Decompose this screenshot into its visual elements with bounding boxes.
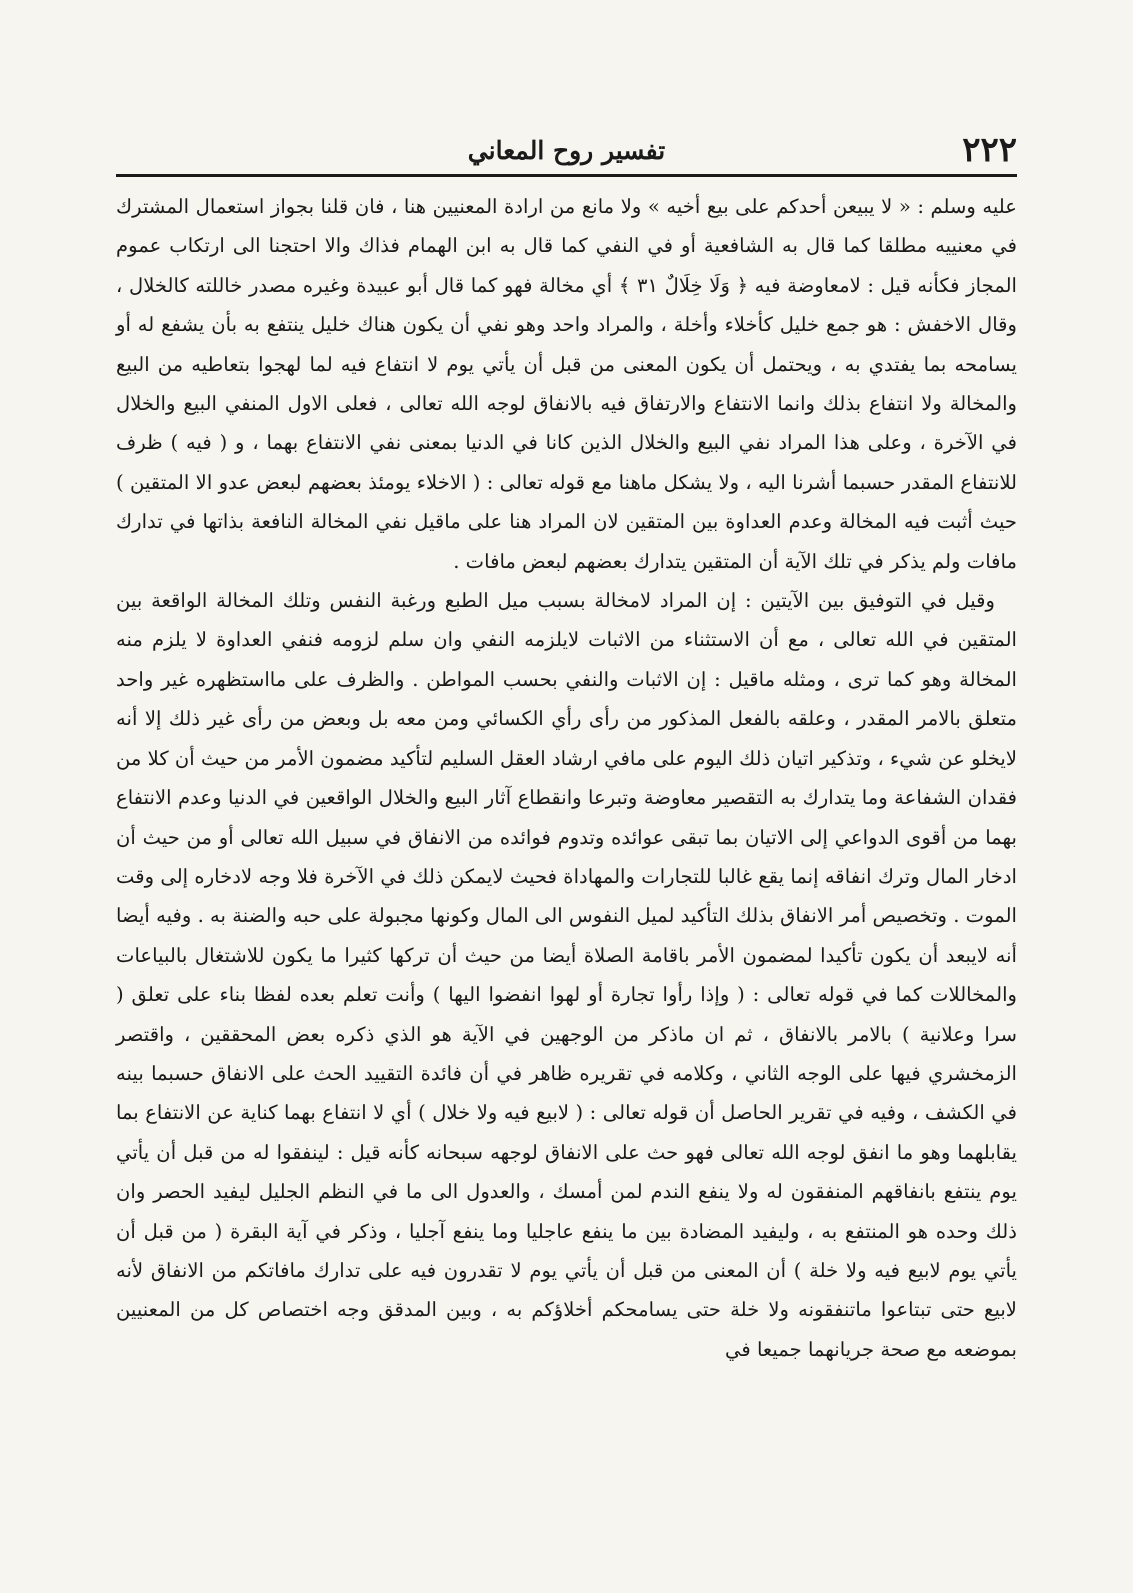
header-rule [116, 174, 1017, 177]
page-number: ٢٢٢ [962, 130, 1017, 170]
paragraph: وقيل في التوفيق بين الآيتين : إن المراد لامخالة بسبب ميل الطبع ورغبة النفس وتلك المخالة الواقعة بين المتقين في الله تعالى ، مع أن الاستثناء من الاثبات لايلزمه النفي وان سلم لزومه فنفي العداوة لا يلزم منه المخالة وهو كما ترى ، ومثله ماقيل : إن الاثبات والنفي بحسب المواطن . والظرف على مااستظهره غير واحد متعلق بالامر المقدر ، وعلقه بالفعل المذكور من رأى رأي الكسائي ومن معه بل وبعض من رأى غير ذلك إلا أنه لايخلو عن شيء ، وتذكير اتيان ذلك اليوم على مافي ارشاد العقل السليم لتأكيد مضمون الأمر من حيث أن كلا من فقدان الشفاعة وما يتدارك به التقصير معاوضة وتبرعا وانقطاع آثار البيع والخلال الواقعين في الدنيا وعدم الانتفاع بهما من أقوى الدواعي إلى الاتيان بما تبقى عوائده وتدوم فوائده من الانفاق في سبيل الله تعالى أو من حيث أن ادخار المال وترك انفاقه إنما يقع غالبا للتجارات والمهاداة فحيث لايمكن ذلك في الآخرة فلا وجه لادخاره إلى وقت الموت . وتخصيص أمر الانفاق بذلك التأكيد لميل النفوس الى المال وكونها مجبولة على حبه والضنة به . وفيه أيضا أنه لايبعد أن يكون تأكيدا لمضمون الأمر باقامة الصلاة أيضا من حيث أن تركها كثيرا ما يكون للاشتغال بالبياعات والمخاللات كما في قوله تعالى : ( وإذا رأوا تجارة أو لهوا انفضوا اليها ) وأنت تعلم بعده لفظا بناء على تعلق ( سرا وعلانية ) بالامر بالانفاق ، ثم ان ماذكر من الوجهين في الآية هو الذي ذكره بعض المحققين ، واقتصر الزمخشري فيها على الوجه الثاني ، وكلامه في تقريره ظاهر في أن فائدة التقييد الحث على الانفاق حسبما بينه في الكشف ، وفيه في تقرير الحاصل أن قوله تعالى : ( لابيع فيه ولا خلال ) أي لا انتفاع بهما كناية عن الانتفاع بما يقابلهما وهو ما انفق لوجه الله تعالى فهو حث على الانفاق لوجهه سبحانه كأنه قيل : لينفقوا له من قبل أن يأتي يوم ينتفع بانفاقهم المنفقون له ولا ينفع الندم لمن أمسك ، والعدول الى ما في النظم الجليل ليفيد الحصر وان ذلك وحده هو المنتفع به ، وليفيد المضادة بين ما ينفع عاجليا وما ينفع آجليا ، وذكر في آية البقرة ( من قبل أن يأتي يوم لابيع فيه ولا خلة ) أن المعنى من قبل أن يأتي يوم لا تقدرون فيه على تدارك مافاتكم من الانفاق لأنه لابيع حتى تبتاعوا ماتنفقونه ولا خلة حتى يسامحكم أخلاؤكم به ، وبين المدقق وجه اختصاص كل من المعنيين بموضعه مع صحة جريانهما جميعا في [116, 589, 1017, 1361]
body-text [116, 187, 1017, 1369]
running-title: تفسير روح المعاني [467, 136, 666, 165]
page-header [116, 130, 1017, 174]
paragraph: عليه وسلم : « لا يبيعن أحدكم على بيع أخيه » ولا مانع من ارادة المعنيين هنا ، فان قلنا بجواز استعمال المشترك في معنييه مطلقا كما قال به الشافعية أو في النفي كما قال به ابن الهمام فذاك والا احتجنا الى ارتكاب عموم المجاز فكأنه قيل : لامعاوضة فيه ﴿ وَلَا خِلَالٌ ٣١ ﴾ أي مخالة فهو كما قال أبو عبيدة وغيره مصدر خاللته كالخلال ، وقال الاخفش : هو جمع خليل كأخلاء وأخلة ، والمراد واحد وهو نفي أن يكون هناك خليل ينتفع به بأن يشفع له أو يسامحه بما يفتدي به ، ويحتمل أن يكون المعنى من قبل أن يأتي يوم لا انتفاع فيه لما لهجوا بتعاطيه من البيع والمخالة ولا انتفاع بذلك وانما الانتفاع والارتفاق فيه بالانفاق لوجه الله تعالى ، فعلى الاول المنفي البيع والخلال في الآخرة ، وعلى هذا المراد نفي البيع والخلال الذين كانا في الدنيا بمعنى نفي الانتفاع بهما ، و ( فيه ) ظرف للانتفاع المقدر حسبما أشرنا اليه ، ولا يشكل ماهنا مع قوله تعالى : ( الاخلاء يومئذ بعضهم لبعض عدو الا المتقين ) حيث أثبت فيه المخالة وعدم العداوة بين المتقين لان المراد هنا على ماقيل نفي المخالة النافعة بذاتها في تدارك مافات ولم يذكر في تلك الآية أن المتقين يتدارك بعضهم لبعض مافات . [116, 195, 1017, 573]
